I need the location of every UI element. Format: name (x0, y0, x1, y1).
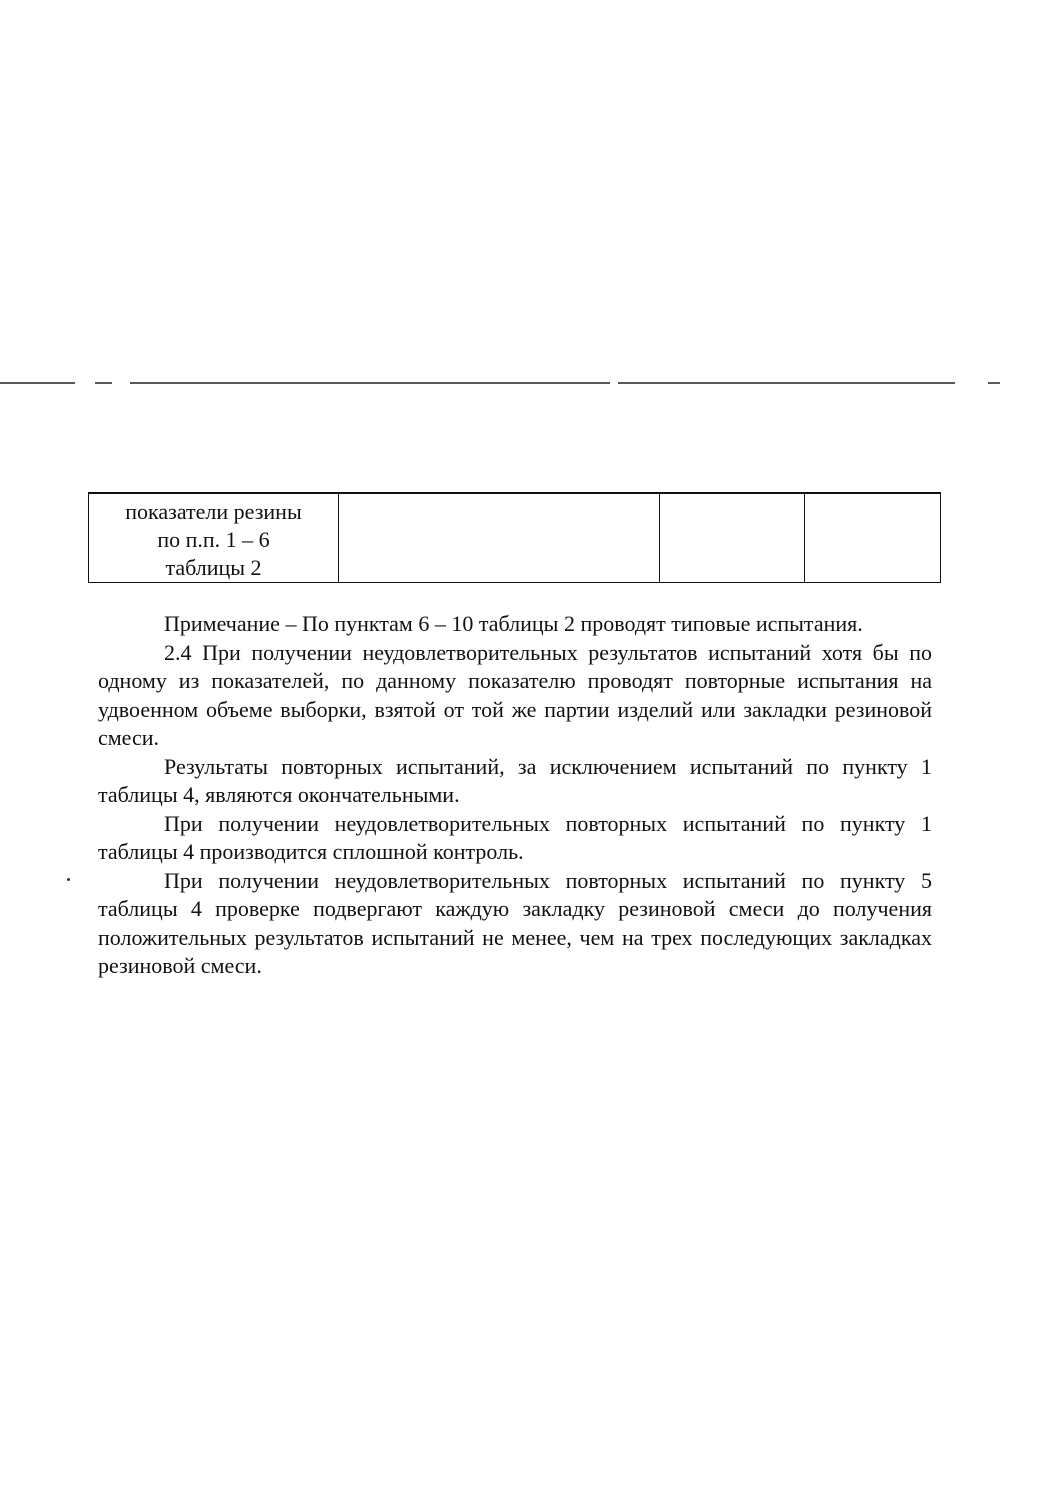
table-cell-empty (660, 493, 805, 583)
body-text (98, 610, 932, 981)
cell-line: показатели резины (125, 499, 302, 524)
table-cell-empty (805, 493, 941, 583)
page-cut-line (0, 382, 1061, 384)
cell-line: таблицы 2 (165, 555, 262, 580)
note-paragraph: Примечание – По пунктам 6 – 10 таблицы 2 проводят типовые испытания. (164, 611, 863, 636)
spec-table (88, 492, 941, 583)
body-paragraph: При получении неудовлетворительных повторных испытаний по пункту 5 таблицы 4 проверке подвергают каждую закладку резиновой смеси до получения положительных результатов испытаний не менее, чем на трех последующих закладках резиновой смеси. (98, 867, 932, 978)
table-cell-parameter (89, 493, 339, 583)
body-paragraph: При получении неудовлетворительных повторных испытаний по пункту 1 таблицы 4 производится сплошной контроль. (98, 810, 932, 864)
section-paragraph: 2.4 При получении неудовлетворительных результатов испытаний хотя бы по одному из показателей, по данному показателю проводят повторные испытания на удвоенном объеме выборки, взятой от той же партии изделий или закладки резиновой смеси. (98, 639, 932, 750)
table-row (89, 493, 941, 583)
body-paragraph: Результаты повторных испытаний, за исключением испытаний по пункту 1 таблицы 4, являются окончательными. (98, 753, 932, 807)
cell-line: по п.п. 1 – 6 (157, 527, 270, 552)
table-cell-empty (339, 493, 660, 583)
scan-speck (67, 878, 70, 881)
